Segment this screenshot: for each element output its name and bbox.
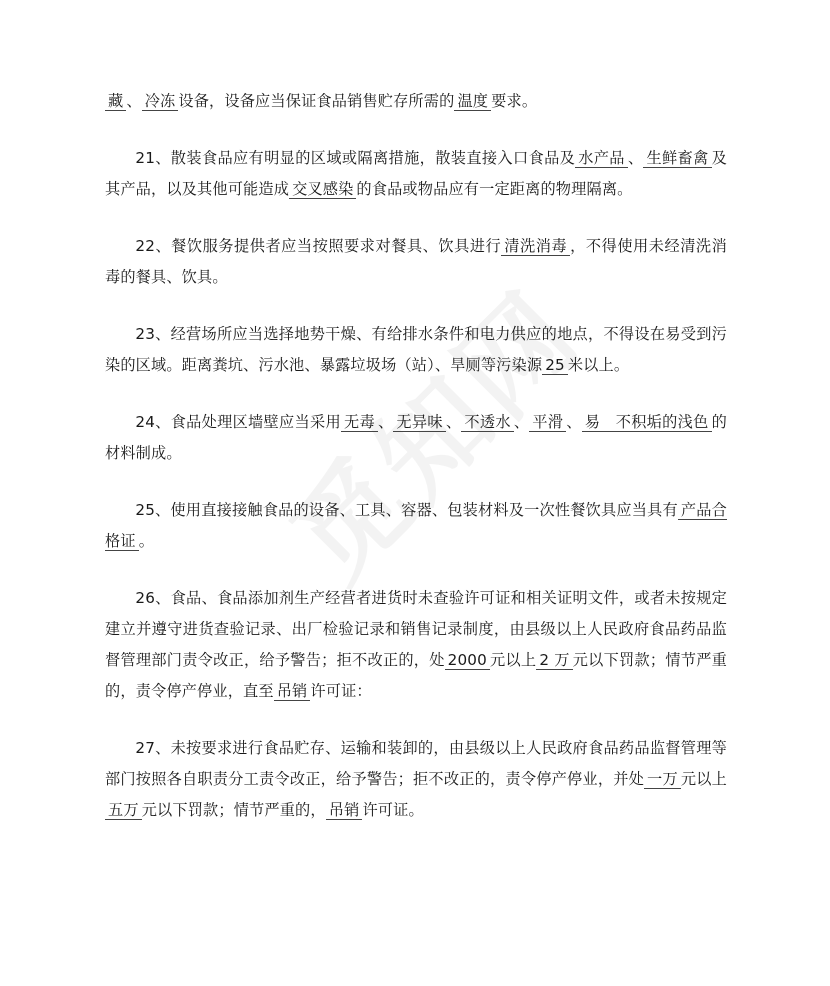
fill-in-answer: 无毒 bbox=[341, 413, 378, 432]
question-24 bbox=[105, 407, 727, 469]
fill-in-answer: 五万 bbox=[105, 801, 142, 820]
fill-in-answer: 吊销 bbox=[274, 682, 311, 701]
fill-in-answer: 温度 bbox=[454, 92, 491, 111]
text-segment: 、 bbox=[513, 413, 530, 431]
text-segment: ，不得使用未经清洗消毒的餐具、饮具。 bbox=[105, 237, 727, 286]
text-segment: 、 bbox=[566, 413, 582, 431]
fill-in-answer: 生鲜畜禽 bbox=[643, 149, 711, 168]
fill-in-answer: 藏 bbox=[105, 92, 126, 111]
text-segment: 设备，设备应当保证食品销售贮存所需的 bbox=[178, 92, 455, 110]
text-segment: 24、食品处理区墙壁应当采用 bbox=[135, 413, 341, 431]
question-25 bbox=[105, 495, 727, 557]
fill-in-answer: 平滑 bbox=[529, 413, 566, 432]
text-segment: 、 bbox=[445, 413, 462, 431]
text-segment: 27、未按要求进行食品贮存、运输和装卸的，由县级以上人民政府食品药品监督管理等部门按照各自职责分工责令改正，给予警告；拒不改正的，责令停产停业，并处 bbox=[105, 739, 727, 788]
fill-in-answer: 产品合格证 bbox=[105, 501, 727, 550]
fill-in-answer: 吊销 bbox=[326, 801, 363, 820]
fill-in-answer: 不透水 bbox=[461, 413, 513, 432]
text-segment: 、 bbox=[627, 149, 644, 167]
paragraph-continuation bbox=[105, 86, 727, 117]
text-segment: 及其产品，以及其他可能造成 bbox=[105, 149, 727, 198]
text-segment: 的食品或物品应有一定距离的物理隔离。 bbox=[356, 180, 633, 198]
text-segment: 元以下罚款；情节严重的，责令停产停业，直至 bbox=[105, 651, 727, 700]
fill-in-answer: 2000 bbox=[445, 651, 490, 670]
fill-in-answer: 清洗消毒 bbox=[501, 237, 570, 256]
text-segment: 元以下罚款；情节严重的， bbox=[141, 801, 326, 819]
fill-in-answer: 一万 bbox=[644, 770, 681, 789]
fill-in-answer: 水产品 bbox=[575, 149, 628, 168]
text-segment: 26、食品、食品添加剂生产经营者进货时未查验许可证和相关证明文件，或者未按规定建立并遵守进货查验记录、出厂检验记录和销售记录制度，由县级以上人民政府食品药品监督管理部门责令改正，给予警告；拒不改正的，处 bbox=[105, 589, 727, 669]
question-27 bbox=[105, 733, 727, 826]
question-22 bbox=[105, 231, 727, 293]
text-segment: 23、经营场所应当选择地势干燥、有给排水条件和电力供应的地点，不得设在易受到污染的区域。距离粪坑、污水池、暴露垃圾场（站）、旱厕等污染源 bbox=[105, 325, 727, 374]
text-segment: 元以上 bbox=[489, 651, 537, 669]
text-segment: 许可证。 bbox=[362, 801, 424, 819]
fill-in-answer: 易 不积垢的浅色 bbox=[582, 413, 712, 432]
fill-in-answer: 交叉感染 bbox=[289, 180, 356, 199]
question-26 bbox=[105, 583, 727, 707]
text-segment: 。 bbox=[138, 532, 155, 550]
fill-in-answer: 2 万 bbox=[536, 651, 572, 670]
question-21 bbox=[105, 143, 727, 205]
question-23 bbox=[105, 319, 727, 381]
text-segment: 22、餐饮服务提供者应当按照要求对餐具、饮具进行 bbox=[135, 237, 502, 255]
text-segment: 许可证： bbox=[310, 682, 372, 700]
text-segment: 元以上 bbox=[680, 770, 727, 788]
text-segment: 的材料制成。 bbox=[105, 413, 727, 462]
text-segment: 21、散装食品应有明显的区域或隔离措施，散装直接入口食品及 bbox=[135, 149, 576, 167]
text-segment: 25、使用直接接触食品的设备、工具、容器、包装材料及一次性餐饮具应当具有 bbox=[135, 501, 678, 519]
text-segment: 米以上。 bbox=[567, 356, 630, 374]
text-segment: 要求。 bbox=[491, 92, 538, 110]
text-segment: 、 bbox=[126, 92, 142, 110]
document-body bbox=[105, 86, 727, 852]
text-segment: 、 bbox=[377, 413, 394, 431]
fill-in-answer: 冷冻 bbox=[142, 92, 179, 111]
fill-in-answer: 无异味 bbox=[393, 413, 445, 432]
fill-in-answer: 25 bbox=[542, 356, 568, 375]
